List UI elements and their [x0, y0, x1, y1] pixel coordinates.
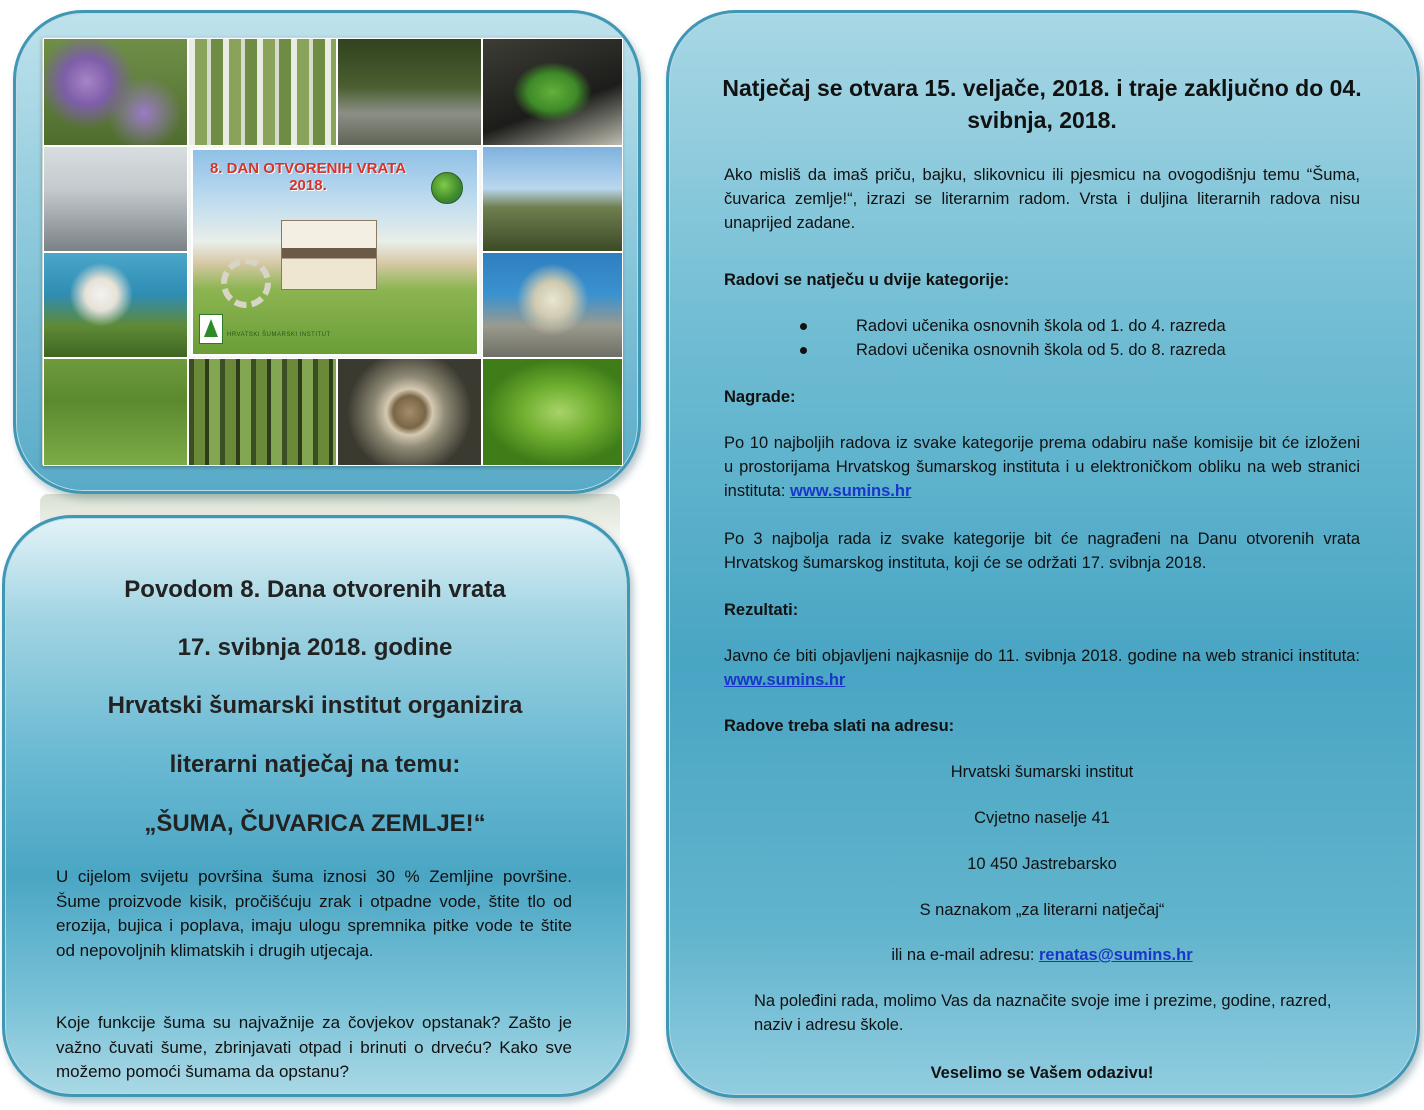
category-item: Radovi učenika osnovnih škola od 1. do 4. razreda: [800, 314, 1360, 338]
heading-line-3: Hrvatski šumarski institut organizira: [107, 692, 523, 719]
email-prefix: ili na e-mail adresu:: [891, 946, 1039, 964]
heading-line-1: Povodom 8. Dana otvorenih vrata: [124, 576, 506, 603]
mountain-view-photo: [482, 146, 623, 252]
caterpillar-leaf-photo: [482, 358, 623, 466]
institute-logo-icon: [199, 314, 223, 344]
cliff-plant-photo: [482, 252, 623, 358]
website-link[interactable]: www.sumins.hr: [724, 671, 846, 689]
awards-paragraph-2: Po 3 najbolja rada iz svake kategorije bit će nagrađeni na Danu otvorenih vrata Hrvatskog šumarskog instituta, koji će se održati 17. svibnja 2018.: [724, 530, 1360, 572]
open-day-title-line2: 2018.: [289, 177, 327, 194]
results-text: Javno će biti objavljeni najkasnije do 11. svibnja 2018. godine na web stranici instituta:: [724, 647, 1360, 665]
results-label: Rezultati:: [724, 601, 799, 619]
earthstar-fungus-photo: [337, 358, 482, 466]
address-street: Cvjetno naselje 41: [974, 809, 1110, 827]
birch-forest-photo: [188, 38, 337, 146]
forest-questions-paragraph: Koje funkcije šuma su najvažnije za čovjekov opstanak? Zašto je važno čuvati šume, zbrinjavati otpad i brinuti o drveću? Kako sve možemo pomoći šumama da opstanu?: [56, 1013, 572, 1081]
closing-line: Veselimo se Vašem odazivu!: [930, 1064, 1154, 1082]
submission-note: Na poleđini rada, molimo Vas da naznačite svoje ime i prezime, godine, razred, naziv i adresu škole.: [754, 992, 1332, 1034]
awards-label: Nagrade:: [724, 388, 796, 406]
heading-line-5-theme: „ŠUMA, ČUVARICA ZEMLJE!“: [144, 810, 486, 837]
forest-facts-paragraph: U cijelom svijetu površina šuma iznosi 30 % Zemljine površine. Šume proizvode kisik, pročišćuju zrak i otpadne vode, štite tlo od erozija, bujica i poplava, imaju ulogu spremnika pitke vode te štite od nepovoljnih klimatskih i drugih utjecaja.: [56, 867, 572, 960]
tree-frog-photo: [482, 38, 623, 146]
open-day-title-line1: 8. DAN OTVORENIH VRATA: [209, 160, 407, 177]
category-item: Radovi učenika osnovnih škola od 5. do 8. razreda: [800, 338, 1360, 362]
intro-paragraph: Ako misliš da imaš priču, bajku, slikovnicu ili pjesmicu na ovogodišnju temu “Šuma, čuvarica zemlje!“, izrazi se literarnim radom. Vrsta i duljina literarnih radova nisu unaprijed zadane.: [724, 166, 1360, 232]
deer-photo: [43, 358, 188, 466]
photo-collage: [42, 37, 622, 465]
photo-collage-panel: [13, 10, 641, 494]
globe-logo-icon: [431, 172, 463, 204]
lavender-photo: [43, 38, 188, 146]
heading-line-2: 17. svibnja 2018. godine: [177, 634, 453, 661]
categories-list: [800, 314, 1360, 362]
open-day-title: [193, 160, 423, 194]
address-city: 10 450 Jastrebarsko: [967, 855, 1117, 873]
forest-photo: [188, 358, 337, 466]
address-institute: Hrvatski šumarski institut: [950, 763, 1134, 781]
email-link[interactable]: renatas@sumins.hr: [1039, 946, 1193, 964]
forest-road-photo: [337, 38, 482, 146]
white-flower-photo: [43, 252, 188, 358]
address-note: S naznakom „za literarni natječaj“: [919, 901, 1165, 919]
institute-caption: HRVATSKI ŠUMARSKI INSTITUT: [227, 332, 331, 338]
results-paragraph: [724, 644, 1360, 692]
categories-label: Radovi se natječu u dvije kategorije:: [724, 271, 1010, 289]
address-label: Radove treba slati na adresu:: [724, 717, 955, 735]
email-line: [724, 943, 1360, 967]
awards-text: Po 10 najboljih radova iz svake kategorije prema odabiru naše komisije bit će izloženi u prostorijama Hrvatskog šumarskog instituta i u elektroničkom obliku na web stranici instituta:: [724, 434, 1360, 500]
sculpture-ring-shape: [221, 258, 271, 308]
heading-line-4: literarni natječaj na temu:: [169, 751, 461, 778]
caterpillar-photo: [43, 146, 188, 252]
competition-dates-heading: Natječaj se otvara 15. veljače, 2018. i traje zaključno do 04. svibnja, 2018.: [722, 75, 1362, 133]
website-link[interactable]: www.sumins.hr: [790, 482, 912, 500]
awards-paragraph-1: [724, 431, 1360, 503]
institute-building-photo: [191, 148, 479, 356]
building-shape: [281, 220, 377, 290]
